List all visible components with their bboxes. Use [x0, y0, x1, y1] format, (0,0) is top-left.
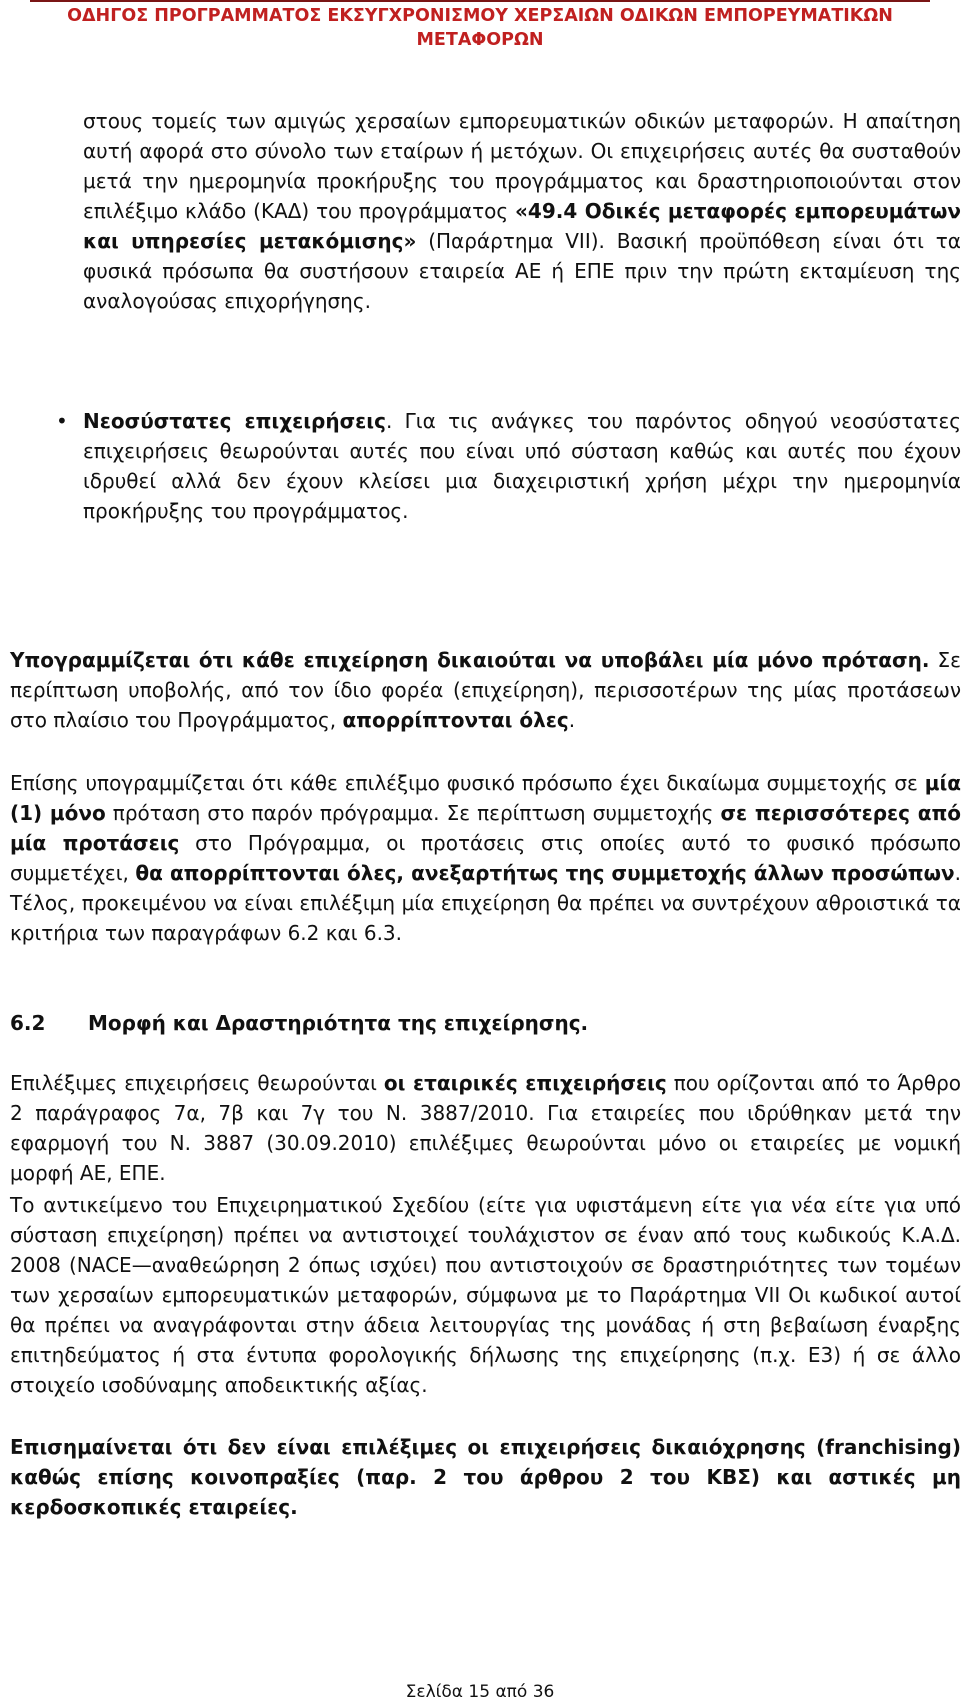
note-participation [10, 768, 961, 948]
bullet-marker: • [56, 409, 68, 433]
note2-text-4: . Τέλος, προκειμένου να είναι επιλέξιμη μία επιχείρηση θα πρέπει να συντρέχουν αθροιστικά τα κριτήρια των παραγράφων 6.2 και 6.3. [10, 861, 961, 945]
section-p3-bold: Επισημαίνεται ότι δεν είναι επιλέξιμες οι επιχειρήσεις δικαιόχρησης (franchising) καθώς επίσης κοινοπραξίες (παρ. 2 του άρθρου 2 του ΚΒΣ) και αστικές μη κερδοσκοπικές εταιρείες. [10, 1435, 961, 1519]
note2-bold-1: μία (1) μόνο [10, 771, 961, 825]
bullet-paragraph [83, 406, 961, 526]
intro-bold-kad: «49.4 Οδικές μεταφορές εμπορευμάτων και υπηρεσίες μετακόμισης» [83, 199, 961, 253]
section-p1-bold: οι εταιρικές επιχειρήσεις [383, 1071, 667, 1095]
note2-text-3: στο Πρόγραμμα, οι προτάσεις στις οποίες αυτό το φυσικό πρόσωπο συμμετέχει, [10, 831, 961, 885]
section-paragraph-3 [10, 1432, 961, 1522]
section-number: 6.2 [10, 1011, 46, 1035]
document-header [0, 4, 960, 52]
section-paragraph-2: Το αντικείμενο του Επιχειρηματικού Σχεδίου (είτε για υφιστάμενη είτε για νέα είτε για υπό σύσταση επιχείρηση) πρέπει να αντιστοιχεί τουλάχιστον σε έναν από τους κωδικούς Κ.Α.Δ. 2008 (NACE—αναθεώρηση 2 όπως ισχύει) που αντιστοιχούν σε δραστηριότητες των τομέων των χερσαίων εμπορευματικών μεταφορών, σύμφωνα με το Παράρτημα VII Οι κωδικοί αυτοί θα πρέπει να αναγράφονται στην άδεια λειτουργίας της μονάδας ή στη βεβαίωση έναρξης επιτηδεύματος ή στα έντυπα φορολογικής δήλωσης της επιχείρησης (π.χ. Ε3) ή σε άλλο στοιχείο ισοδύναμης αποδεικτικής αξίας. [10, 1193, 961, 1397]
intro-text-2: (Παράρτημα VII). Βασική προϋπόθεση είναι ότι τα φυσικά πρόσωπα θα συστήσουν εταιρεία ΑΕ ή ΕΠΕ πριν την πρώτη εκταμίευση της αναλογούσας επιχορήγησης. [83, 229, 961, 313]
page-number-footer: Σελίδα 15 από 36 [405, 1682, 555, 1702]
section-heading [10, 1008, 950, 1038]
note-one-proposal [10, 645, 961, 735]
bullet-text: . Για τις ανάγκες του παρόντος οδηγού νεοσύστατες επιχειρήσεις θεωρούνται αυτές που είναι υπό σύσταση καθώς και αυτές που έχουν ιδρυθεί αλλά δεν έχουν κλείσει μια διαχειριστική χρήση μέχρι την ημερομηνία προκήρυξης του προγράμματος. [83, 409, 961, 523]
bullet-item-new-businesses [56, 406, 961, 526]
section-p1-text-2: που ορίζονται από το Άρθρο 2 παράγραφος 7α, 7β και 7γ του Ν. 3887/2010. Για εταιρείες που ιδρύθηκαν μετά την εφαρμογή του Ν. 3887 (30.09.2010) επιλέξιμες θεωρούνται μόνο οι εταιρείες με νομική μορφή ΑΕ, ΕΠΕ. [10, 1071, 961, 1185]
header-line-2: ΜΕΤΑΦΟΡΩΝ [416, 30, 544, 50]
bullet-bold-term: Νεοσύστατες επιχειρήσεις [83, 409, 386, 433]
header-line-1: ΟΔΗΓΟΣ ΠΡΟΓΡΑΜΜΑΤΟΣ ΕΚΣΥΓΧΡΟΝΙΣΜΟΥ ΧΕΡΣΑΙΩΝ ΟΔΙΚΩΝ ΕΜΠΟΡΕΥΜΑΤΙΚΩΝ [67, 6, 893, 26]
note2-text-2: πρόταση στο παρόν πρόγραμμα. Σε περίπτωση συμμετοχής [105, 801, 721, 825]
note1-bold-1: Υπογραμμίζεται ότι κάθε επιχείρηση δικαιούται να υποβάλει μία μόνο πρόταση. [10, 648, 930, 672]
note2-bold-2: σε περισσότερες από μία προτάσεις [10, 801, 961, 855]
note2-bold-3: θα απορρίπτονται όλες, ανεξαρτήτως της συμμετοχής άλλων προσώπων [135, 861, 955, 885]
section-p1-text-1: Επιλέξιμες επιχειρήσεις θεωρούνται [10, 1071, 384, 1095]
header-rule [30, 0, 930, 2]
note1-text-2: . [568, 708, 576, 732]
intro-text-1: στους τομείς των αμιγώς χερσαίων εμπορευματικών οδικών μεταφορών. Η απαίτηση αυτή αφορά στο σύνολο των εταίρων ή μετόχων. Οι επιχειρήσεις αυτές θα συσταθούν μετά την ημερομηνία προκήρυξης του προγράμματος και δραστηριοποιούνται στον επιλέξιμο κλάδο (ΚΑΔ) του προγράμματος [83, 109, 961, 223]
note1-text-1: Σε περίπτωση υποβολής, από τον ίδιο φορέα (επιχείρηση), περισσοτέρων της μίας προτάσεων στο πλαίσιο του Προγράμματος, [10, 648, 961, 732]
section-paragraph-1 [10, 1068, 961, 1188]
note1-bold-2: απορρίπτονται όλες [342, 708, 569, 732]
note2-text-1: Επίσης υπογραμμίζεται ότι κάθε επιλέξιμο φυσικό πρόσωπο έχει δικαίωμα συμμετοχής σε [10, 771, 925, 795]
section-title: Μορφή και Δραστηριότητα της επιχείρησης. [88, 1011, 589, 1035]
intro-paragraph [83, 106, 961, 316]
